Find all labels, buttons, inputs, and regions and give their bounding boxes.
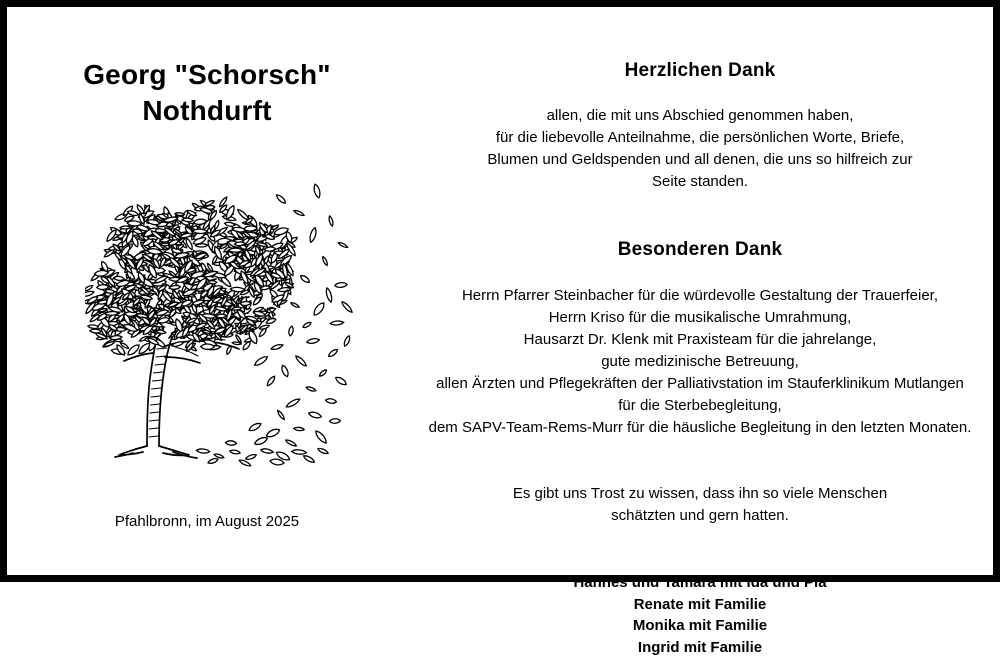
special-thanks-line: dem SAPV-Team-Rems-Murr für die häusliche Begleitung in den letzten Monaten.: [428, 418, 972, 436]
thanks-line: für die liebevolle Anteilnahme, die persönlichen Worte, Briefe,: [495, 128, 905, 146]
verse-line: Es gibt uns Trost zu wissen, dass ihn so viele Menschen: [512, 484, 888, 502]
thanks-line: Blumen und Geldspenden und all denen, die uns so hilfreich zur: [487, 150, 913, 168]
verse-line: schätzten und gern hatten.: [611, 506, 789, 524]
special-thanks-line: gute medizinische Betreuung,: [601, 352, 799, 370]
tree-icon: [85, 175, 355, 467]
special-thanks-line: Herrn Pfarrer Steinbacher für die würdevolle Gestaltung der Trauerfeier,: [461, 286, 939, 304]
signature-line: Renate mit Familie: [633, 595, 767, 613]
signature-line: Ingrid mit Familie: [637, 639, 763, 657]
place-and-date: Pfahlbronn, im August 2025: [114, 513, 300, 530]
special-thanks-heading: Besonderen Dank: [617, 238, 783, 260]
special-thanks-line: Hausarzt Dr. Klenk mit Praxisteam für die jahrelange,: [523, 330, 877, 348]
notice-inner: [7, 7, 993, 657]
thanks-body: [407, 105, 993, 193]
special-thanks-line: Herrn Kriso für die musikalische Umrahmung,: [548, 308, 852, 326]
deceased-name-line-2: Nothdurft: [142, 94, 272, 126]
deceased-name-line-1: Georg "Schorsch": [83, 59, 331, 90]
consolation-verse: [407, 483, 993, 527]
left-column: [7, 7, 407, 575]
windswept-tree-illustration: [85, 175, 355, 467]
special-thanks-line: allen Ärzten und Pflegekräften der Palliativstation im Stauferklinikum Mutlangen: [436, 374, 964, 392]
deceased-name: [7, 57, 407, 129]
thanks-line: allen, die mit uns Abschied genommen haben,: [546, 106, 854, 124]
family-signature: [407, 572, 993, 659]
right-column: [407, 7, 993, 657]
special-thanks-line: für die Sterbebegleitung,: [618, 396, 782, 414]
thanks-heading: Herzlichen Dank: [624, 60, 776, 81]
signature-line: Monika mit Familie: [632, 617, 768, 635]
leaf-cluster: [85, 183, 353, 467]
signature-line: Hannes und Tamara mit Ida und Pia: [573, 573, 827, 591]
thanks-line: Seite standen.: [652, 172, 748, 190]
special-thanks-body: [407, 285, 993, 439]
